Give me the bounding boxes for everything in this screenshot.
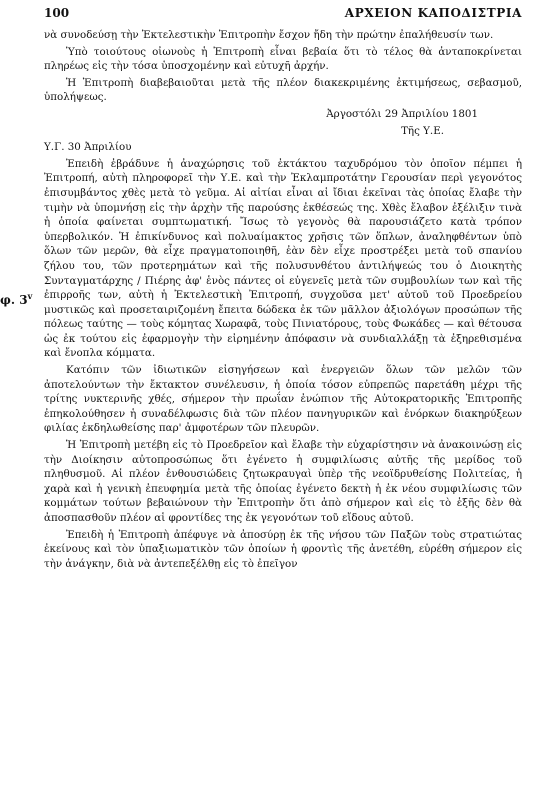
paragraph: Ἐπειδὴ ἐβράδυνε ἡ ἀναχώρησις τοῦ ἐκτάκτου ταχυδρόμου τὸν ὁποῖον πέμπει ἡ Ἐπιτροπή, αὐτὴ πληροφορεῖ τὴν Υ.Ε. καὶ τὴν Ἐκλαμπροτάτην Γερουσίαν περὶ γεγονότος ἐπισυμβάντος χθὲς μετὰ τὸ γεῦμα. Αἱ αἰτίαι εἶναι αἱ ἴδιαι ἐκεῖναι τὰς ὁποίας ἔλαβε τὴν τιμὴν νὰ ὑπομνήσῃ εἰς τὴν ἀρχὴν τῆς παρούσης ἐκθέσεώς της. Χθὲς ἔλαβον ἐξέλιξιν τινὰ ἡ ὁποία φαίνεται συμπτωματική. Ἴσως τὸ γεγονὸς θὰ παρουσιάζετο κατὰ τρόπον ὑπερβολικόν. Ἡ ἐπικίνδυνος καὶ πολυαίμακτος χρῆσις τῶν ὅπλων, ἀναληφθέντων ὑπὸ ὅλων τῶν μερῶν, θὰ εἶχε πραγματοποιηθῆ, ἐὰν δὲν εἶχε προστρέξει μετὰ τοῦ σπανίου ζήλου του, τῶν προτερημάτων καὶ τῆς πολυσυνθέτου ἀντιλήψεώς του ὁ Διοικητὴς Συνταγματάρχης / Πιέρης ἀφ' ἑνὸς πάντες οἱ εὐγενεῖς μετὰ τῶν συμβουλίων των καὶ τῆς ἐπιρροῆς των, αὐτὴ ἡ Ἐκτελεστικὴ Ἐπιτροπή, συγχοῦσα μετ' αὐτοῦ τοῦ Προεδρείου μυστικῶς καὶ προσεταιριζομένη ἔπειτα δώδεκα ἐκ τῶν μᾶλλον ἀξιολόγων προσώπων τῆς πόλεως ταύτης — τοὺς κόμητας Χωραφᾶ, τοὺς Πινιατόρους, τοὺς Φωκάδες — καὶ θέτουσα ὡς ἐκ τούτου εἰς ἐφαρμογὴν τὴν εἰρημένην ἀπόφασιν νὰ συνδιαλλάξῃ τὰ ἐξηρεθισμένα καὶ ἔνοπλα κόμματα. [44, 157, 522, 360]
paragraph: Ἐπειδὴ ἡ Ἐπιτροπὴ ἀπέφυγε νὰ ἀποσύρῃ ἐκ τῆς νήσου τῶν Παξῶν τοὺς στρατιώτας ἐκείνους καὶ τὸν ὑπαξιωματικὸν τῶν ὁποίων ἡ φροντὶς τῆς ἀνετέθη, εὑρέθη σήμερον εἰς τὴν ἀνάγκην, διὰ νὰ ἀντεπεξέλθῃ εἰς τὸ ἐπεῖγον [44, 528, 522, 570]
folio-superscript: v [27, 290, 33, 301]
folio-margin-note [0, 289, 32, 308]
paragraph: νὰ συνοδεύσῃ τὴν Ἐκτελεστικὴν Ἐπιτροπὴν ἔσχον ἤδη τὴν πρώτην ἐπαλήθευσίν των. [44, 29, 494, 41]
postscript-section [0, 157, 522, 361]
paragraph: Ἡ Ἐπιτροπὴ μετέβη εἰς τὸ Προεδρεῖον καὶ ἔλαβε τὴν εὐχαρίστησιν νὰ ἀνακοινώσῃ εἰς τὴν Διοίκησιν αὐτοπροσώπως ὅτι ἐγένετο ἡ συμφιλίωσις αὐτῆς τῆς μερίδος τοῦ πληθυσμοῦ. Αἱ πλέον ἐνθουσιώδεις ζητωκραυγαὶ ὑπὲρ τῆς νεοϊδρυθείσης Πολιτείας, ἡ χαρὰ καὶ ἡ γενικὴ ἐπευφημία μετὰ τῆς ὁποίας ἐγένετο δεκτὴ ἡ ἐκ νέου συμφιλίωσις τῶν κομμάτων τούτων βεβαιώνουν τὴν Ἐπιτροπὴν ὅτι ἀπὸ σήμερον καὶ εἰς τὸ ἑξῆς δὲν θὰ ἀποσπασθοῦν πλέον αἱ φροντίδες της ἐκ γεγονότων τοῦ εἴδους αὐτοῦ. [44, 439, 522, 524]
signature-line: Τῆς Υ.Ε. [401, 124, 444, 137]
document-body [0, 28, 522, 573]
page-header [44, 6, 522, 24]
running-title: ΑΡΧΕΙΟΝ ΚΑΠΟΔΙΣΤΡΙΑ [344, 6, 522, 20]
postscript-dateline: Υ.Γ. 30 Ἀπριλίου [44, 141, 132, 154]
folio-number: φ. 3 [0, 292, 28, 307]
place-date-line: Ἀργοστόλι 29 Ἀπριλίου 1801 [326, 107, 478, 120]
page-number: 100 [44, 6, 70, 20]
paragraph: Κατόπιν τῶν ἰδιωτικῶν εἰσηγήσεων καὶ ἐνεργειῶν ὅλων τῶν μελῶν τῶν ἀποτελούντων τὴν ἔκτακτον συνέλευσιν, ἡ ὁποία τόσον εὐπρεπῶς παρετάθη μέχρι τῆς τρίτης νυκτερινῆς χθές, σήμερον τὴν πρωΐαν ἐνώπιον τῆς Αὐτοκρατορικῆς Ἐπιτροπῆς ἐπηκολούθησεν ἡ συναδέλφωσις διὰ τῶν πλέον πανηγυρικῶν καὶ ἐνόρκων διακηρύξεων φιλίας ἐκδηλωθείσης παρ' ἀμφοτέρων τῶν πλευρῶν. [44, 364, 522, 435]
paragraph: Ἡ Ἐπιτροπὴ διαβεβαιοῦται μετὰ τῆς πλέον διακεκριμένης ἐκτιμήσεως, σεβασμοῦ, ὑπολήψεως. [44, 76, 522, 104]
paragraph: Ὑπὸ τοιούτους οἰωνοὺς ἡ Ἐπιτροπὴ εἶναι βεβαία ὅτι τὸ τέλος θὰ ἀνταποκρίνεται πληρέως εἰς τὴν τόσα ὑποσχομένην καὶ εὐτυχῆ ἀρχήν. [44, 45, 522, 73]
